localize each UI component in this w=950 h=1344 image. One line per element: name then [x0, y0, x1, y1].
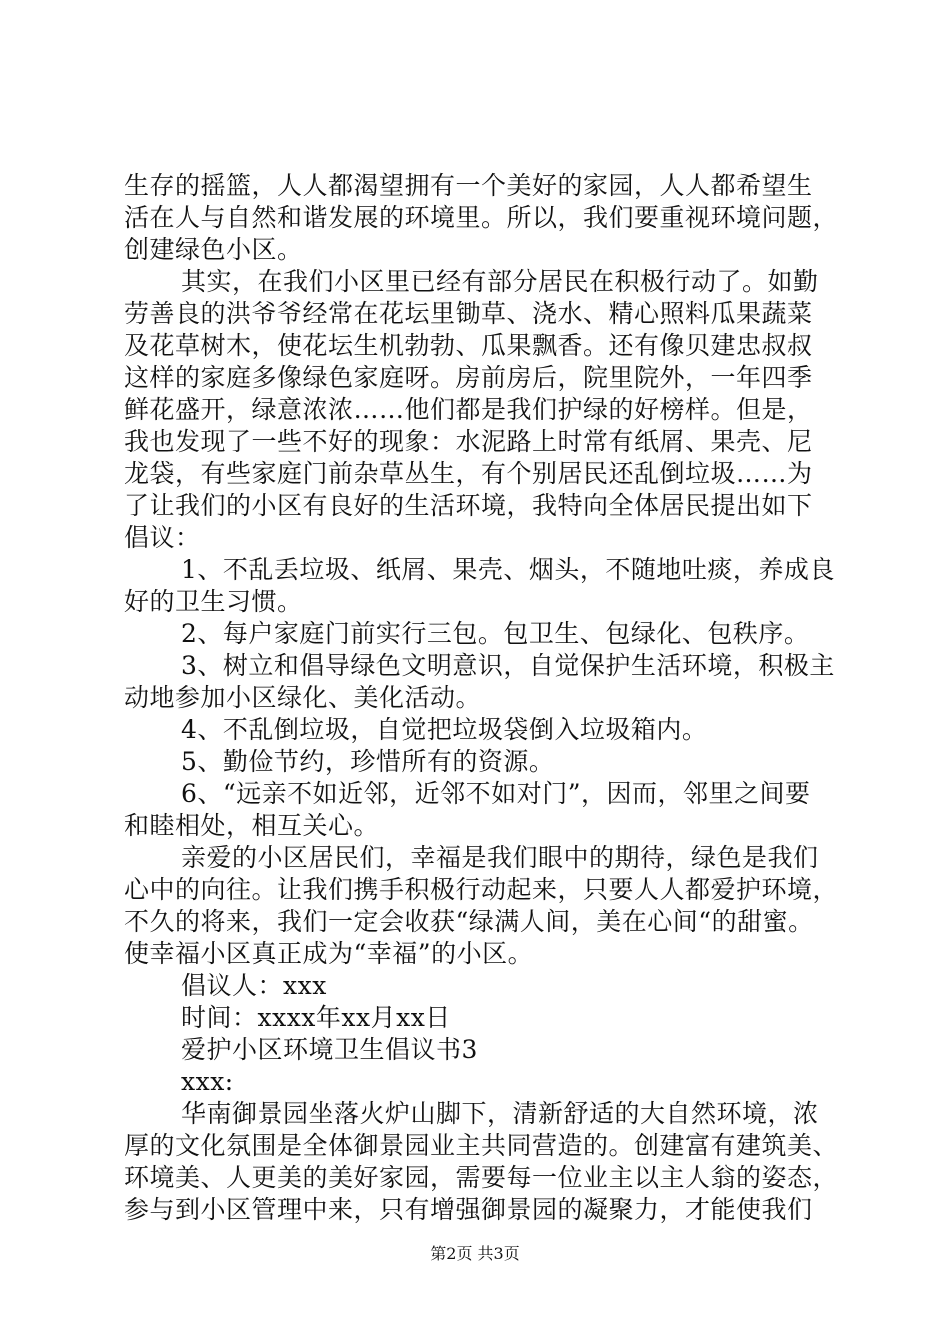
text-line: xxx:: [181, 1067, 234, 1096]
text-line: 爱护小区环境卫生倡议书3: [181, 1035, 478, 1064]
text-line: 这样的家庭多像绿色家庭呀。房前房后，院里院外，一年四季: [124, 363, 813, 392]
text-line: 活在人与自然和谐发展的环境里。所以，我们要重视环境问题，: [124, 203, 839, 232]
text-line: 及花草树木，使花坛生机勃勃、瓜果飘香。还有像贝建忠叔叔: [124, 331, 813, 360]
text-line: 3、树立和倡导绿色文明意识，自觉保护生活环境，积极主: [181, 651, 835, 680]
text-line: 和睦相处，相互关心。: [124, 811, 380, 840]
text-line: 时间：xxxx年xx月xx日: [181, 1003, 451, 1032]
text-line: 2、每户家庭门前实行三包。包卫生、包绿化、包秩序。: [181, 619, 810, 648]
text-line: 劳善良的洪爷爷经常在花坛里锄草、浇水、精心照料瓜果蔬菜: [124, 299, 813, 328]
text-line: 使幸福小区真正成为“幸福”的小区。: [124, 939, 534, 968]
text-line: 我也发现了一些不好的现象：水泥路上时常有纸屑、果壳、尼: [124, 427, 813, 456]
text-line: 亲爱的小区居民们，幸福是我们眼中的期待，绿色是我们: [181, 843, 819, 872]
text-line: 倡议人：xxx: [181, 971, 327, 1000]
text-line: 动地参加小区绿化、美化活动。: [124, 683, 482, 712]
text-line: 生存的摇篮，人人都渴望拥有一个美好的家园，人人都希望生: [124, 171, 813, 200]
text-line: 不久的将来，我们一定会收获“绿满人间，美在心间“的甜蜜。: [124, 907, 814, 936]
text-line: 5、勤俭节约，珍惜所有的资源。: [181, 747, 555, 776]
text-line: 6、“远亲不如近邻，近邻不如对门”，因而，邻里之间要: [181, 779, 811, 808]
text-line: 倡议：: [124, 523, 201, 552]
page-number: 第2页 共3页: [430, 1244, 520, 1263]
text-line: 参与到小区管理中来，只有增强御景园的凝聚力，才能使我们: [124, 1195, 813, 1224]
text-line: 1、不乱丢垃圾、纸屑、果壳、烟头，不随地吐痰，养成良: [181, 555, 835, 584]
text-line: 环境美、人更美的美好家园，需要每一位业主以主人翁的姿态，: [124, 1163, 839, 1192]
text-line: 其实，在我们小区里已经有部分居民在积极行动了。如勤: [181, 267, 819, 296]
text-line: 好的卫生习惯。: [124, 587, 303, 616]
text-line: 龙袋，有些家庭门前杂草丛生，有个别居民还乱倒垃圾……为: [124, 459, 813, 488]
text-line: 华南御景园坐落火炉山脚下，清新舒适的大自然环境，浓: [181, 1099, 819, 1128]
page-footer: [0, 1244, 950, 1264]
text-line: 鲜花盛开，绿意浓浓……他们都是我们护绿的好榜样。但是，: [124, 395, 813, 424]
text-line: 4、不乱倒垃圾，自觉把垃圾袋倒入垃圾箱内。: [181, 715, 708, 744]
document-body: [124, 170, 844, 1226]
text-line: 了让我们的小区有良好的生活环境，我特向全体居民提出如下: [124, 491, 813, 520]
text-line: 厚的文化氛围是全体御景园业主共同营造的。创建富有建筑美、: [124, 1131, 839, 1160]
text-line: 心中的向往。让我们携手积极行动起来，只要人人都爱护环境，: [124, 875, 839, 904]
text-line: 创建绿色小区。: [124, 235, 303, 264]
